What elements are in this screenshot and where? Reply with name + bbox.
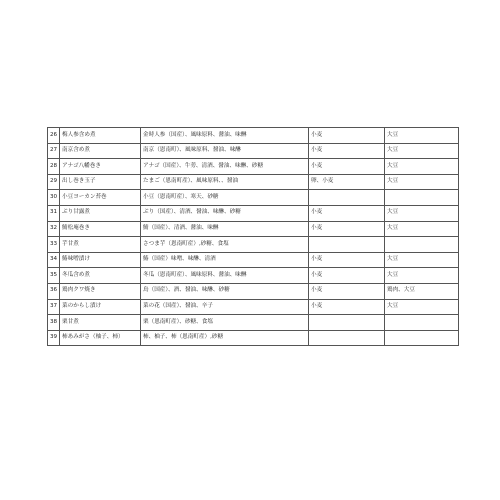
allergen-cell: 小麦: [309, 299, 385, 315]
allergen-cell: [309, 315, 385, 331]
dish-name-cell: 南京含め煮: [60, 143, 141, 159]
row-number: 32: [48, 221, 60, 237]
table-row: [48, 268, 459, 284]
allergen-cell: 小麦: [309, 268, 385, 284]
dish-name-cell: 鰆味噌漬け: [60, 252, 141, 268]
menu-allergen-table: [47, 127, 459, 346]
table-row: [48, 299, 459, 315]
table-row: [48, 315, 459, 331]
row-number: 33: [48, 237, 60, 253]
ingredients-cell: 鳥（国産）、酒、醤油、味醂、砂糖: [141, 283, 309, 299]
ingredients-cell: ぶり（国産）、清酒、醤油、味醂、砂糖: [141, 205, 309, 221]
ingredients-cell: 柿、柚子、柿（恩南町産）,砂糖: [141, 330, 309, 346]
row-number: 26: [48, 128, 60, 144]
allergen-cell: 小麦: [309, 252, 385, 268]
row-number: 37: [48, 299, 60, 315]
dish-name-cell: 鯖松庵巻き: [60, 221, 141, 237]
allergen-cell: [385, 237, 459, 253]
allergen-cell: 大豆: [385, 268, 459, 284]
row-number: 30: [48, 190, 60, 206]
allergen-cell: [385, 330, 459, 346]
ingredients-cell: たまご（恩南町産）、風味原料、、醤油: [141, 174, 309, 190]
allergen-cell: 小麦: [309, 143, 385, 159]
row-number: 35: [48, 268, 60, 284]
dish-name-cell: 出し巻き玉子: [60, 174, 141, 190]
table-row: [48, 330, 459, 346]
allergen-cell: 大豆: [385, 174, 459, 190]
table-row: [48, 143, 459, 159]
allergen-cell: 小麦: [309, 283, 385, 299]
allergen-cell: 小麦: [309, 159, 385, 175]
allergen-cell: 卵、小麦: [309, 174, 385, 190]
allergen-cell: [385, 315, 459, 331]
ingredients-cell: 菜の花（国産）、醤油、辛子: [141, 299, 309, 315]
row-number: 34: [48, 252, 60, 268]
allergen-cell: 小麦: [309, 205, 385, 221]
dish-name-cell: 菜のからし漬け: [60, 299, 141, 315]
dish-name-cell: アナゴ八幡巻き: [60, 159, 141, 175]
dish-name-cell: 冬瓜含め煮: [60, 268, 141, 284]
allergen-cell: [309, 190, 385, 206]
row-number: 29: [48, 174, 60, 190]
dish-name-cell: 芋甘煮: [60, 237, 141, 253]
allergen-cell: 大豆: [385, 143, 459, 159]
table-body: [48, 128, 459, 346]
ingredients-cell: さつま芋（恩南町産）,砂糖、食塩: [141, 237, 309, 253]
ingredients-cell: 金時人参（国産）、風味原料、醤油、味醂: [141, 128, 309, 144]
row-number: 39: [48, 330, 60, 346]
allergen-cell: 鶏肉、大豆: [385, 283, 459, 299]
ingredients-cell: 南京（恩南町）、風味原料、醤油、味醂: [141, 143, 309, 159]
allergen-cell: 大豆: [385, 252, 459, 268]
dish-name-cell: ぶり甘露煮: [60, 205, 141, 221]
table-row: [48, 174, 459, 190]
table-row: [48, 128, 459, 144]
row-number: 31: [48, 205, 60, 221]
ingredients-cell: 鰆（国産）味噌、味醂、清酒: [141, 252, 309, 268]
allergen-cell: 大豆: [385, 299, 459, 315]
dish-name-cell: 小豆ヨーカン苔巻: [60, 190, 141, 206]
ingredients-cell: 小豆（恩南町産）、寒天、砂糖: [141, 190, 309, 206]
ingredients-cell: アナゴ（国産）、牛蒡、清酒、醤油、味醂、砂糖: [141, 159, 309, 175]
dish-name-cell: 梅人参含め煮: [60, 128, 141, 144]
row-number: 28: [48, 159, 60, 175]
allergen-cell: 大豆: [385, 205, 459, 221]
row-number: 36: [48, 283, 60, 299]
row-number: 27: [48, 143, 60, 159]
allergen-cell: [385, 190, 459, 206]
ingredients-cell: 栗（恩南町産）、砂糖、食塩: [141, 315, 309, 331]
ingredients-cell: 冬瓜（恩南町産）、風味原料、醤油、味醂: [141, 268, 309, 284]
allergen-cell: 大豆: [385, 221, 459, 237]
allergen-cell: [309, 237, 385, 253]
table-row: [48, 190, 459, 206]
dish-name-cell: 栗甘煮: [60, 315, 141, 331]
allergen-cell: 小麦: [309, 221, 385, 237]
table-row: [48, 205, 459, 221]
dish-name-cell: 柿あみがさ（柚子、柿）: [60, 330, 141, 346]
row-number: 38: [48, 315, 60, 331]
ingredients-cell: 鯖（国産）、清酒、醤油、味醂: [141, 221, 309, 237]
allergen-cell: [309, 330, 385, 346]
table-row: [48, 221, 459, 237]
table-row: [48, 252, 459, 268]
allergen-cell: 大豆: [385, 128, 459, 144]
allergen-cell: 小麦: [309, 128, 385, 144]
table-row: [48, 159, 459, 175]
allergen-cell: 大豆: [385, 159, 459, 175]
table-row: [48, 283, 459, 299]
table-row: [48, 237, 459, 253]
dish-name-cell: 鶏肉クワ焼き: [60, 283, 141, 299]
